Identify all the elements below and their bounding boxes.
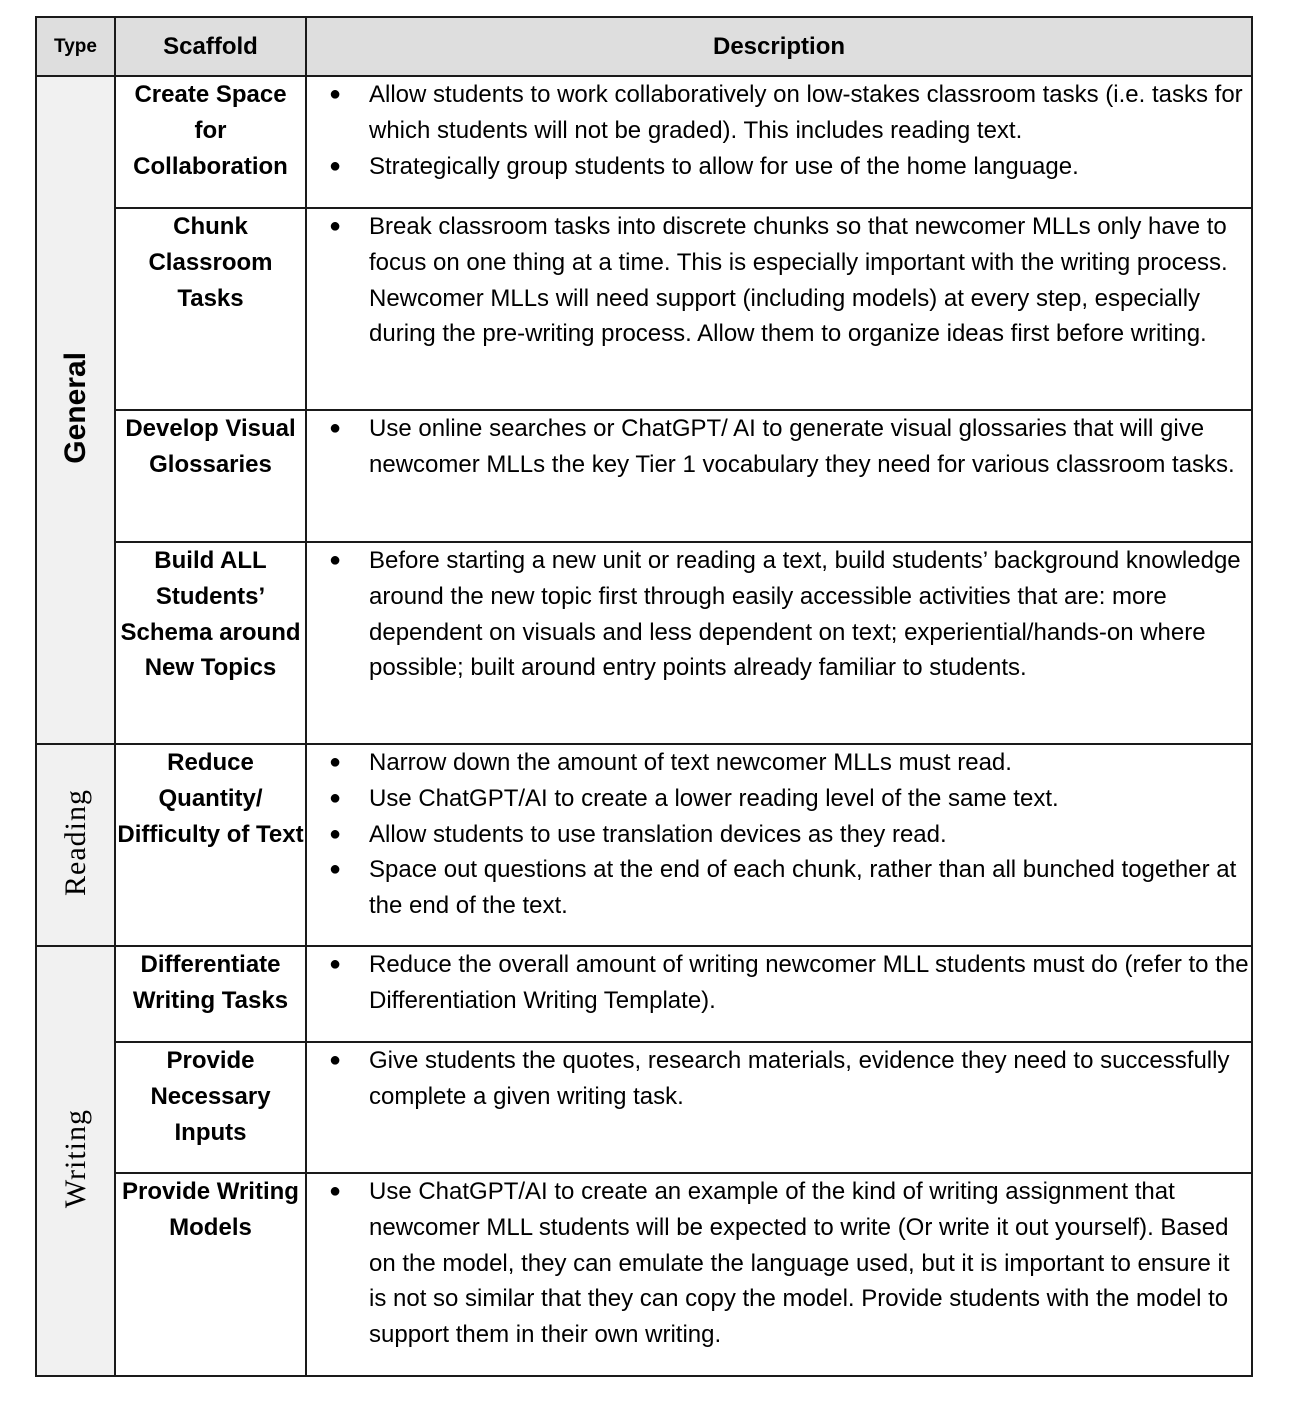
scaffold-name: Develop Visual Glossaries	[115, 410, 306, 542]
type-cell-general	[36, 76, 115, 744]
bullet-text: Reduce the overall amount of writing newcomer MLL students must do (refer to the Differentiation Writing Template).	[369, 951, 1249, 1014]
bullet-item	[307, 543, 1251, 686]
bullet-dot-icon: ●	[329, 1049, 342, 1071]
bullet-dot-icon: ●	[329, 822, 342, 845]
header-row	[36, 17, 1252, 76]
bullet-text: Use ChatGPT/AI to create a lower reading level of the same text.	[369, 784, 1059, 812]
table-row	[36, 542, 1252, 744]
bullet-item	[307, 781, 1251, 817]
description-cell	[306, 410, 1252, 542]
bullet-list	[307, 543, 1251, 686]
bullet-list	[307, 1043, 1251, 1115]
bullet-dot-icon: ●	[329, 858, 342, 881]
bullet-item	[307, 947, 1251, 1019]
bullet-item	[307, 77, 1251, 149]
bullet-dot-icon: ●	[329, 83, 342, 105]
type-label-general: General	[58, 351, 92, 464]
table-row	[36, 744, 1252, 946]
type-label-writing: Writing	[58, 1108, 92, 1209]
type-label-reading: Reading	[58, 789, 92, 896]
bullet-list	[307, 947, 1251, 1019]
bullet-list	[307, 411, 1251, 483]
bullet-dot-icon: ●	[329, 786, 342, 809]
bullet-item	[307, 411, 1251, 483]
bullet-text: Narrow down the amount of text newcomer MLLs must read.	[369, 749, 1012, 776]
description-column-header: Description	[306, 17, 1252, 76]
description-cell	[306, 1042, 1252, 1173]
description-cell	[306, 208, 1252, 410]
bullet-text: Allow students to work collaboratively on low-stakes classroom tasks (i.e. tasks for which students will not be graded). This includes reading text.	[369, 81, 1243, 144]
scaffold-name: Chunk Classroom Tasks	[115, 208, 306, 410]
description-cell	[306, 946, 1252, 1042]
bullet-item	[307, 852, 1251, 924]
bullet-dot-icon: ●	[329, 1180, 342, 1202]
scaffolds-table	[35, 16, 1253, 1377]
table-body	[36, 76, 1252, 1376]
table-row	[36, 208, 1252, 410]
type-cell-writing	[36, 946, 115, 1376]
bullet-list	[307, 209, 1251, 352]
scaffold-name: Differentiate Writing Tasks	[115, 946, 306, 1042]
bullet-text: Break classroom tasks into discrete chunks so that newcomer MLLs only have to focus on one thing at a time. This is especially important with the writing process. Newcomer MLLs will need support (including models) at every step, especially during the pre-writing process. Allow them to organize ideas first before writing.	[369, 213, 1228, 348]
bullet-item	[307, 149, 1251, 185]
bullet-item	[307, 1174, 1251, 1353]
description-cell	[306, 542, 1252, 744]
bullet-list	[307, 77, 1251, 184]
scaffold-name: Reduce Quantity/ Difficulty of Text	[115, 744, 306, 946]
bullet-list	[307, 1174, 1251, 1353]
table-row	[36, 410, 1252, 542]
bullet-dot-icon: ●	[329, 751, 342, 773]
bullet-dot-icon: ●	[329, 154, 342, 177]
scaffold-name: Provide Necessary Inputs	[115, 1042, 306, 1173]
bullet-item	[307, 817, 1251, 853]
bullet-dot-icon: ●	[329, 953, 342, 975]
bullet-text: Use online searches or ChatGPT/ AI to generate visual glossaries that will give newcomer MLLs the key Tier 1 vocabulary they need for various classroom tasks.	[369, 415, 1235, 478]
description-cell	[306, 76, 1252, 208]
description-cell	[306, 1173, 1252, 1376]
bullet-list	[307, 745, 1251, 924]
bullet-dot-icon: ●	[329, 215, 342, 237]
table-row	[36, 1173, 1252, 1376]
bullet-text: Before starting a new unit or reading a text, build students’ background knowledge around the new topic first through easily accessible activities that are: more dependent on visuals and less dependent on text; experiential/hands-on where possible; built around entry points already familiar to students.	[369, 547, 1241, 682]
bullet-item	[307, 209, 1251, 352]
scaffold-name: Provide Writing Models	[115, 1173, 306, 1376]
bullet-text: Space out questions at the end of each chunk, rather than all bunched together at the end of the text.	[369, 856, 1237, 920]
table-row	[36, 76, 1252, 208]
scaffold-name: Build ALL Students’ Schema around New Topics	[115, 542, 306, 744]
bullet-dot-icon: ●	[329, 549, 342, 571]
bullet-text: Strategically group students to allow for use of the home language.	[369, 152, 1079, 180]
type-column-header: Type	[36, 17, 115, 76]
bullet-item	[307, 1043, 1251, 1115]
description-cell	[306, 744, 1252, 946]
scaffold-column-header: Scaffold	[115, 17, 306, 76]
bullet-dot-icon: ●	[329, 417, 342, 439]
scaffold-name: Create Space for Collaboration	[115, 76, 306, 208]
type-cell-reading	[36, 744, 115, 946]
bullet-text: Allow students to use translation devices as they read.	[369, 820, 947, 848]
bullet-text: Give students the quotes, research materials, evidence they need to successfully complete a given writing task.	[369, 1047, 1230, 1110]
bullet-text: Use ChatGPT/AI to create an example of the kind of writing assignment that newcomer MLL students will be expected to write (Or write it out yourself). Based on the model, they can emulate the language used, but it is important to ensure it is not so similar that they can copy the model. Provide students with the model to support them in their own writing.	[369, 1178, 1230, 1349]
table-row	[36, 1042, 1252, 1173]
bullet-item	[307, 745, 1251, 781]
table-row	[36, 946, 1252, 1042]
